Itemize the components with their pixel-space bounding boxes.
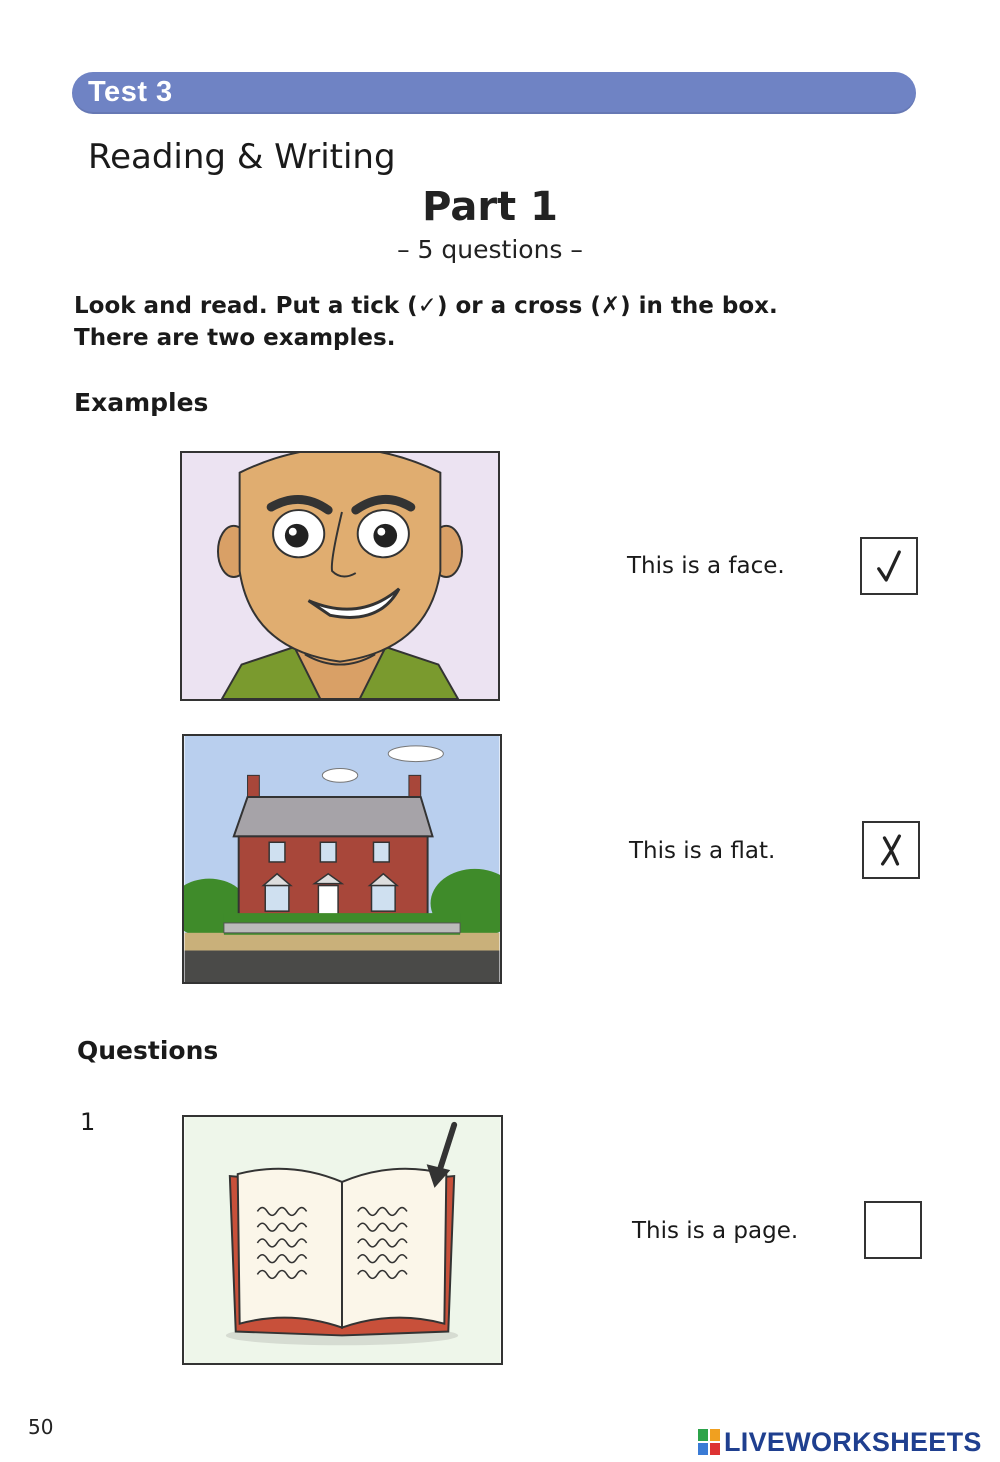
- example-2-sentence: This is a flat.: [629, 838, 776, 864]
- section-title: Reading & Writing: [88, 137, 396, 177]
- part-subtitle: – 5 questions –: [397, 235, 583, 264]
- face-picture: [180, 451, 500, 701]
- question-1-sentence: This is a page.: [632, 1218, 799, 1244]
- book-picture: [182, 1115, 503, 1365]
- example-2-answer-box: [862, 821, 920, 879]
- part-title: Part 1: [422, 184, 558, 230]
- instruction-line-1: Look and read. Put a tick (✓) or a cross (✗) in the box.: [74, 293, 778, 319]
- page-number: 50: [28, 1415, 54, 1439]
- instructions: [74, 290, 874, 354]
- cross-mark-icon: [864, 823, 918, 877]
- test-banner: [72, 72, 916, 114]
- face-illustration: [182, 453, 498, 699]
- house-illustration: [184, 736, 500, 982]
- book-illustration: [184, 1117, 501, 1363]
- brand-text: LIVEWORKSHEETS: [724, 1426, 982, 1457]
- liveworksheets-brand[interactable]: [698, 1426, 982, 1458]
- instruction-line-2: There are two examples.: [74, 325, 396, 351]
- question-1-answer-box[interactable]: [864, 1201, 922, 1259]
- liveworksheets-logo-icon: [698, 1429, 720, 1455]
- test-label: Test 3: [88, 76, 173, 108]
- questions-heading: Questions: [77, 1036, 219, 1065]
- question-number: 1: [80, 1108, 96, 1136]
- example-1-sentence: This is a face.: [627, 553, 785, 579]
- example-1-answer-box: [860, 537, 918, 595]
- house-picture: [182, 734, 502, 984]
- tick-mark-icon: [862, 539, 916, 593]
- examples-heading: Examples: [74, 388, 209, 417]
